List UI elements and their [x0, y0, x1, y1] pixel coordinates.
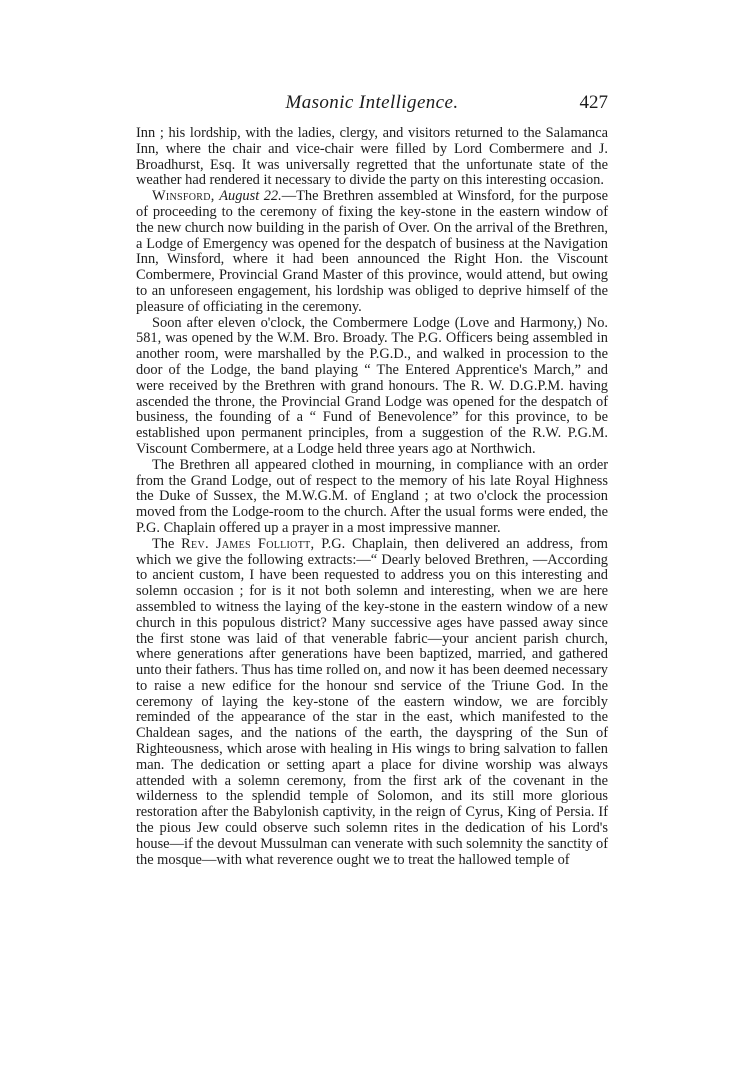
paragraph-5	[136, 537, 608, 869]
page-number: 427	[579, 92, 608, 113]
chaplain-name: Rev. James Folliott,	[181, 535, 315, 552]
place-name: Winsford,	[152, 188, 215, 205]
paragraph-lead: The	[152, 535, 182, 552]
report-date: August 22.	[219, 188, 282, 205]
paragraph-text: —The Brethren assembled at Winsford, for the purpose of proceeding to the ceremony of fixing the key-stone in the eastern window of the new church now building in the parish of Over. On the arrival of the Brethren, a Lodge of Emergency was opened for the despatch of business at the Navigation Inn, Winsford, where it had been announced the Right Hon. the Viscount Combermere, Provincial Grand Master of this province, would attend, but owing to an unforeseen engagement, his lordship was obliged to deprive himself of the pleasure of officiating in the ceremony.	[136, 188, 608, 315]
paragraph-2	[136, 189, 608, 315]
paragraph-1	[136, 126, 608, 189]
running-head	[136, 92, 608, 122]
paragraph-text: P.G. Chaplain, then delivered an address, from which we give the following extracts:—“ Dearly beloved Brethren, —According to ancient custom, I have been requested to address you on this interesting and solemn occasion ; for is it not both solemn and interesting, when we are here assembled to witness the laying of the key-stone in the eastern window of a new church in this populous district? Many successive ages have passed away since the first stone was laid of that venerable fabric—your ancient parish church, where generations after generations have been baptized, married, and gathered unto their fathers. Thus has time rolled on, and now it has been deemed necessary to raise a new edifice for the honour snd service of the Triune God. In the ceremony of laying the key-stone of the eastern window, we are forcibly reminded of the appearance of the star in the east, which manifested to the Chaldean sages, and the nations of the earth, the dayspring of the Sun of Righteousness, which arose with healing in His wings to bring salvation to fallen man. The dedication or setting apart a place for divine worship was always attended with a solemn ceremony, from the first ark of the covenant in the wilderness to the splendid temple of Solomon, and its still more glorious restoration after the Babylonish captivity, in the reign of Cyrus, King of Persia. If the pious Jew could observe such solemn rites in the dedication of his Lord's house—if the devout Mussulman can venerate with such solemnity the sanctity of the mosque—with what reverence ought we to treat the hallowed temple of	[136, 535, 608, 868]
article-body	[136, 126, 608, 868]
paragraph-text: Inn ; his lordship, with the ladies, clergy, and visitors returned to the Salamanca Inn, where the chair and vice-chair were filled by Lord Combermere and J. Broadhurst, Esq. It was universally regretted that the unfortunate state of the weather had rendered it necessary to divide the party on this interesting occasion.	[136, 125, 608, 189]
paragraph-4	[136, 458, 608, 537]
running-title: Masonic Intelligence.	[285, 92, 459, 113]
paragraph-text: Soon after eleven o'clock, the Combermere Lodge (Love and Harmony,) No. 581, was opened by the W.M. Bro. Broady. The P.G. Officers being assembled in another room, were marshalled by the P.G.D., and walked in procession to the door of the Lodge, the band playing “ The Entered Apprentice's March,” and were received by the Brethren with grand honours. The R. W. D.G.P.M. having ascended the throne, the Provincial Grand Lodge was opened for the despatch of business, the founding of a “ Fund of Benevolence” for this province, to be established upon permanent principles, from a suggestion of the R.W. P.G.M. Viscount Combermere, at a Lodge held three years ago at Northwich.	[136, 314, 608, 457]
paragraph-text: The Brethren all appeared clothed in mourning, in compliance with an order from the Grand Lodge, out of respect to the memory of his late Royal Highness the Duke of Sussex, the M.W.G.M. of England ; at two o'clock the procession moved from the Lodge-room to the church. After the usual forms were ended, the P.G. Chaplain offered up a prayer in a most impressive manner.	[136, 456, 608, 536]
paragraph-3	[136, 316, 608, 458]
